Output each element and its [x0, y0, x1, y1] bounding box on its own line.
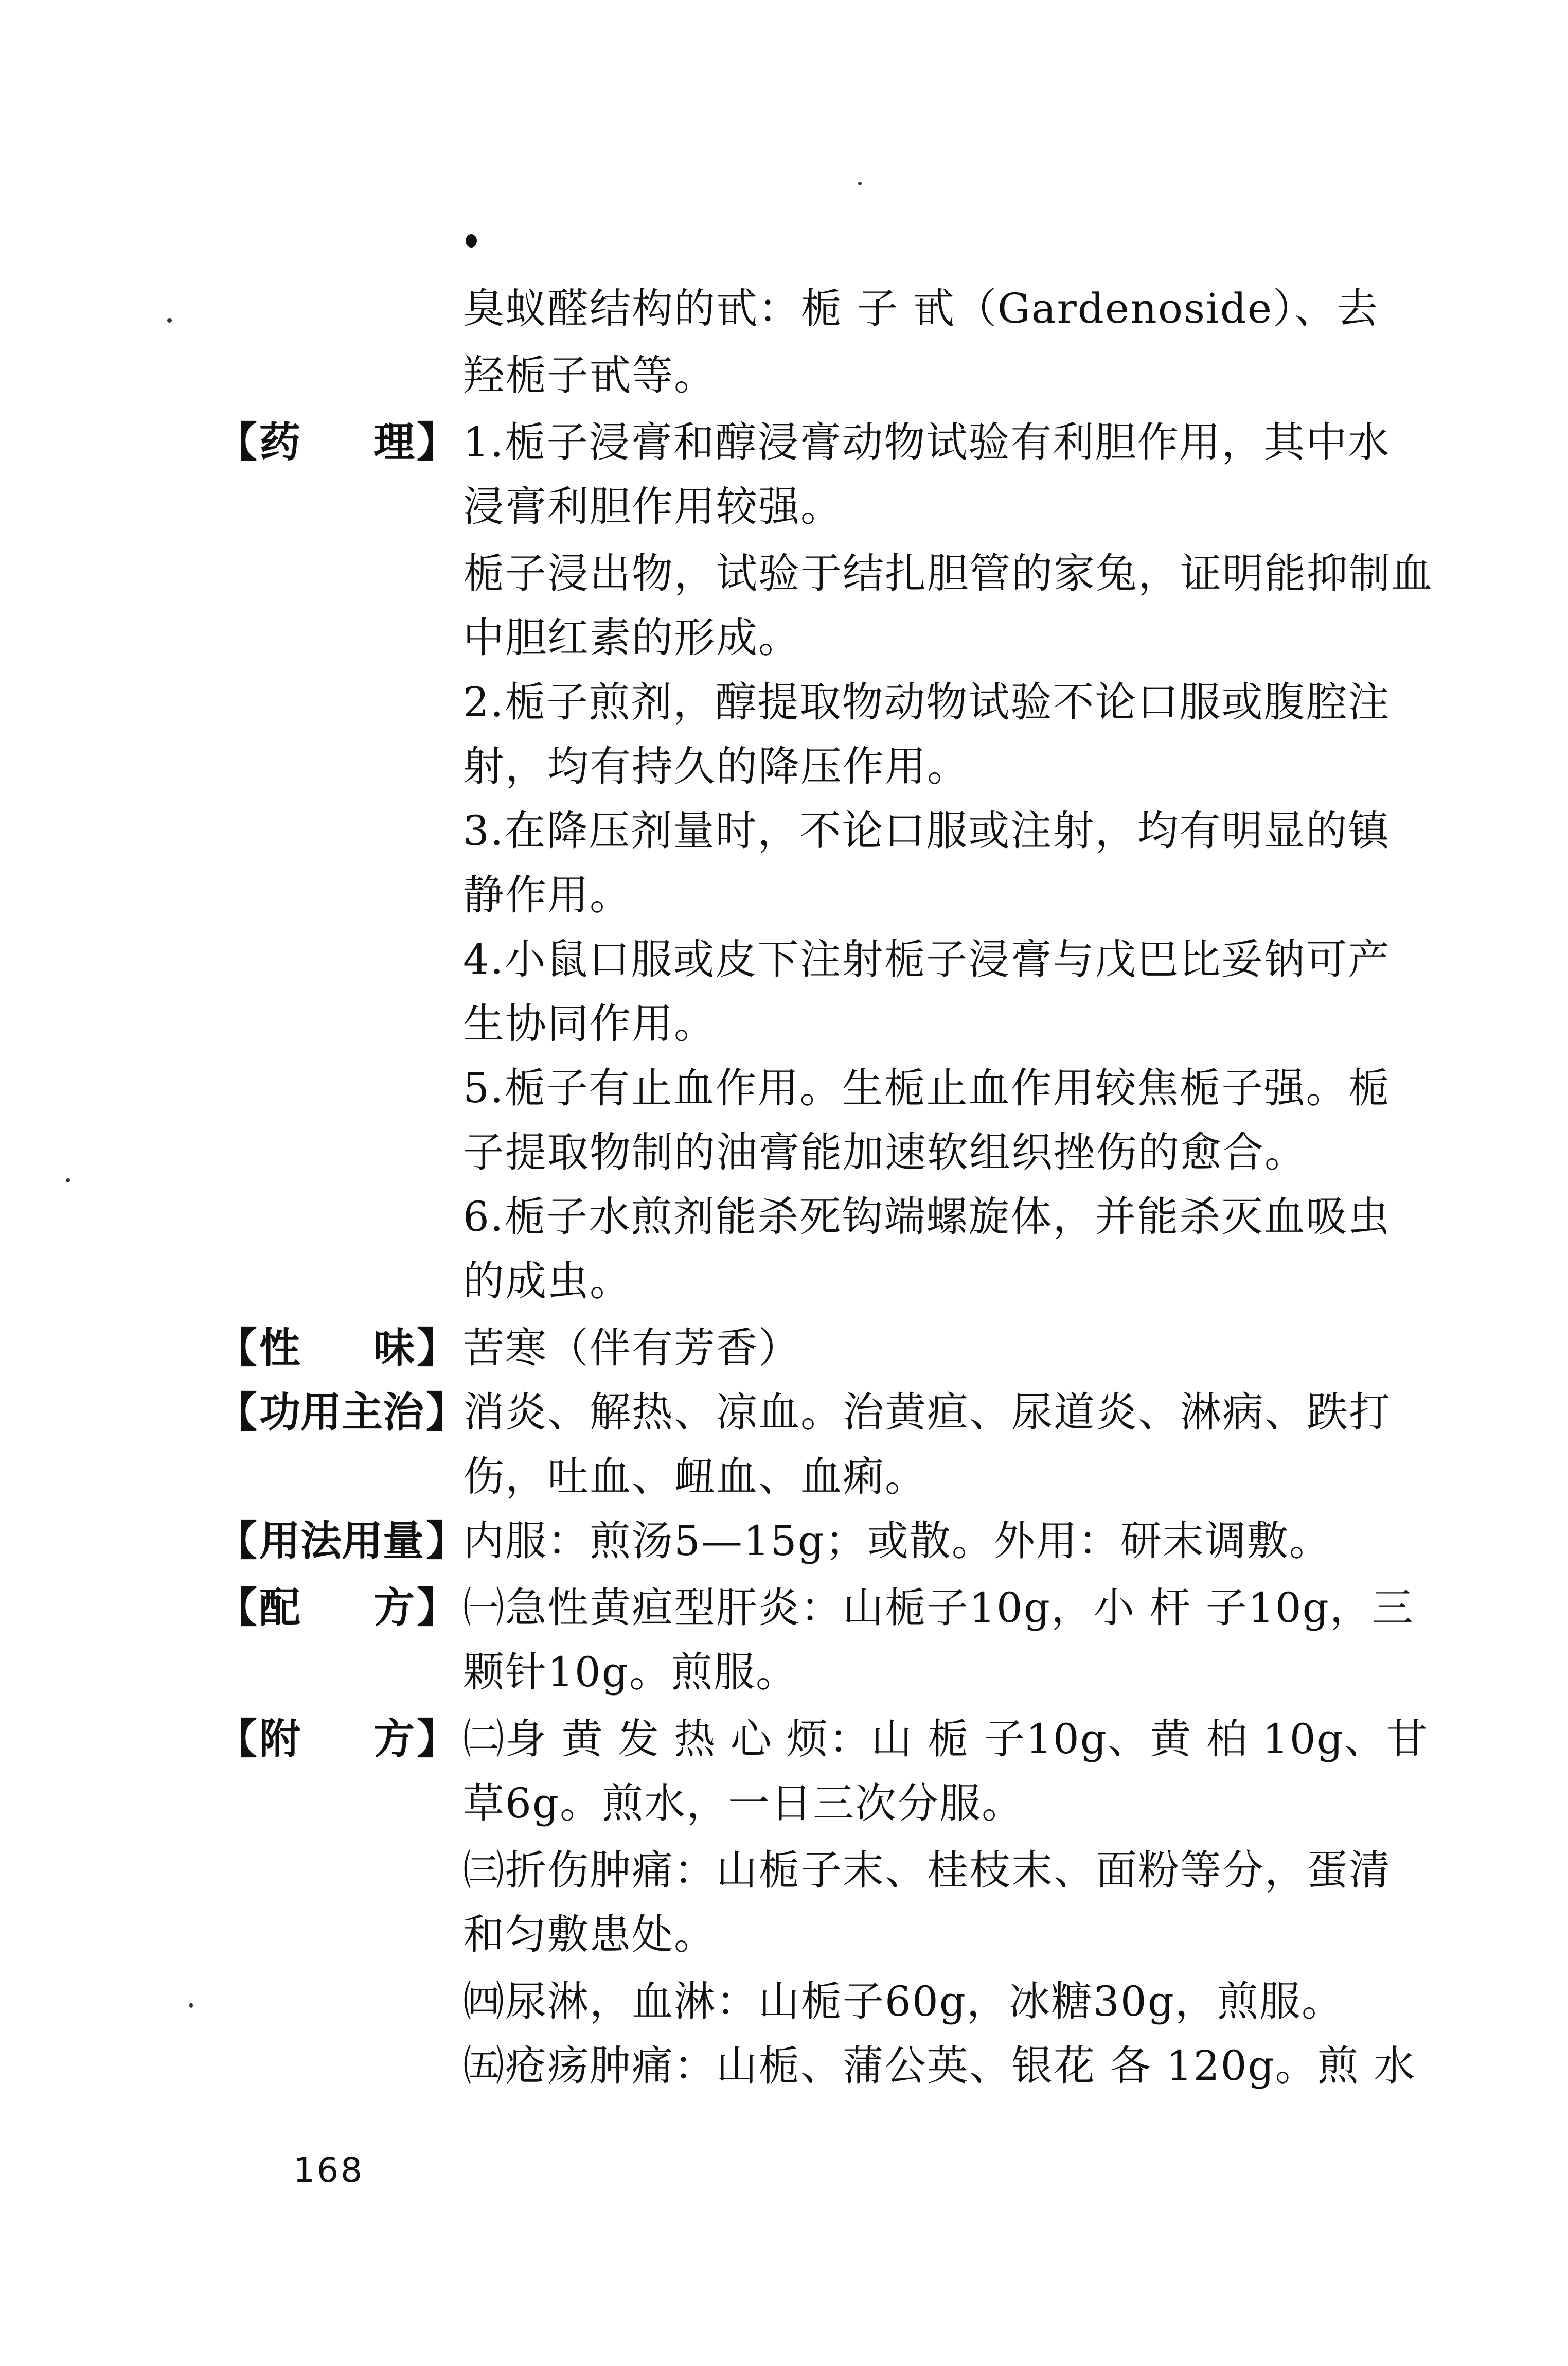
ink-speck: [66, 1178, 70, 1182]
ink-speck: [858, 182, 862, 185]
text-line: 4.小鼠口服或皮下注射栀子浸膏与戊巴比妥钠可产: [463, 935, 1391, 983]
text-line: 6.栀子水煎剂能杀死钩端螺旋体，并能杀灭血吸虫: [463, 1193, 1391, 1241]
text-line: 草6g。煎水，一日三次分服。: [463, 1779, 1024, 1827]
text-line: 5.栀子有止血作用。生栀止血作用较焦栀子强。栀: [463, 1064, 1391, 1112]
text-line: 苦寒（伴有芳香）: [463, 1324, 800, 1372]
text-line: ㈢折伤肿痛：山栀子末、桂枝末、面粉等分，蛋清: [463, 1846, 1391, 1894]
text-line: 3.在降压剂量时，不论口服或注射，均有明显的镇: [463, 807, 1391, 855]
ink-dot: [466, 234, 477, 248]
text-line: 消炎、解热、凉血。治黄疸、尿道炎、淋病、跌打: [463, 1388, 1391, 1436]
text-line: 内服：煎汤5—15g；或散。外用：研末调敷。: [463, 1517, 1331, 1565]
text-line: 和匀敷患处。: [463, 1911, 716, 1958]
section-label-nature-flavor: 【 性 味 】: [216, 1324, 458, 1372]
text-line: ㈤疮疡肿痛：山栀、蒲公英、银花 各 120g。煎 水: [463, 2042, 1416, 2090]
text-line: 颗针10g。煎服。: [463, 1648, 798, 1696]
text-line: 浸膏利胆作用较强。: [463, 483, 843, 531]
text-line: 中胆红素的形成。: [463, 614, 800, 662]
text-line: ㈠急性黄疸型肝炎：山栀子10g，小 杆 子10g，三: [463, 1584, 1414, 1632]
text-line: 2.栀子煎剂，醇提取物动物试验不论口服或腹腔注: [463, 678, 1391, 726]
text-line: 栀子浸出物，试验于结扎胆管的家兔，证明能抑制血: [463, 550, 1433, 597]
text-line: 臭蚁醛结构的甙：栀 子 甙（Gardenoside）、去: [463, 285, 1379, 332]
text-line: 羟栀子甙等。: [463, 351, 716, 399]
text-line: ㈣尿淋，血淋：山栀子60g，冰糖30g，煎服。: [463, 1977, 1344, 2025]
section-label-prescription: 【 配 方 】: [216, 1584, 458, 1632]
section-label-pharmacology: 【 药 理 】: [216, 418, 458, 466]
text-line: 静作用。: [463, 871, 632, 919]
section-label-functions-indications: 【 功 用 主 治 】: [216, 1388, 467, 1436]
text-line: 射，均有持久的降压作用。: [463, 743, 969, 790]
ink-speck: [167, 318, 172, 323]
text-line: 子提取物制的油膏能加速软组织挫伤的愈合。: [463, 1128, 1307, 1176]
section-label-appended-prescriptions: 【 附 方 】: [216, 1715, 458, 1763]
text-line: 1.栀子浸膏和醇浸膏动物试验有利胆作用，其中水: [463, 418, 1391, 466]
page-number: 168: [293, 2150, 364, 2190]
text-line: 伤，吐血、衄血、血痢。: [463, 1453, 927, 1500]
ink-speck: [189, 2003, 193, 2008]
text-line: ㈡身 黄 发 热 心 烦：山 栀 子10g、黄 柏 10g、甘: [463, 1715, 1429, 1763]
text-line: 的成虫。: [463, 1257, 632, 1305]
text-line: 生协同作用。: [463, 1000, 716, 1048]
section-label-usage-dosage: 【 用 法 用 量 】: [216, 1517, 467, 1565]
